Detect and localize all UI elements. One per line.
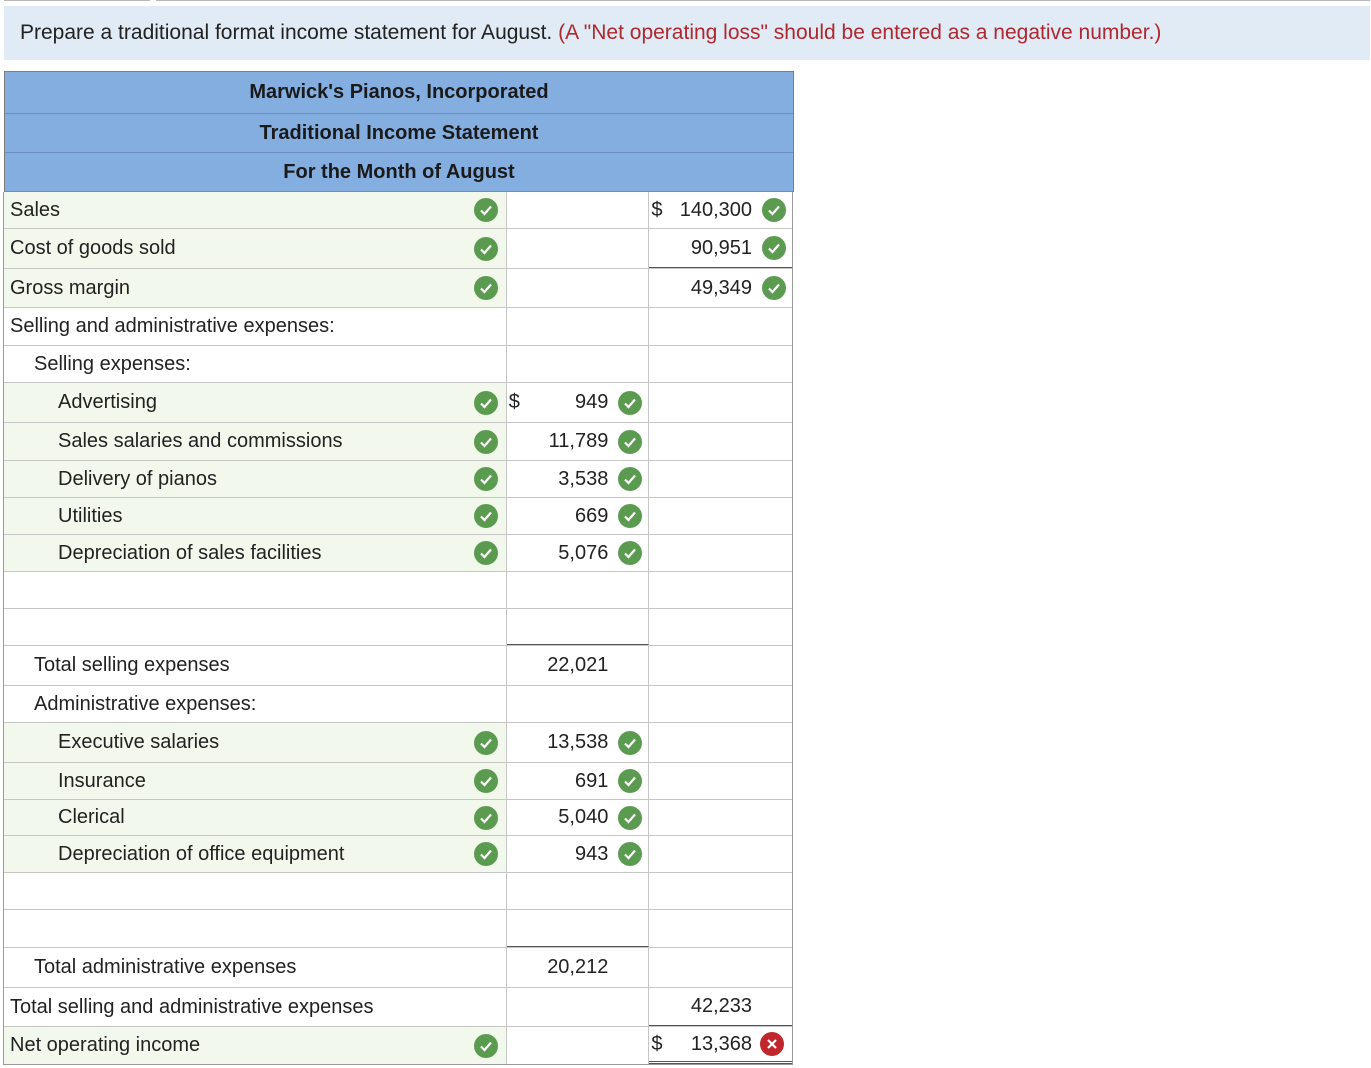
check-circle-icon <box>618 504 642 528</box>
value-advertising: 949 <box>574 391 609 413</box>
row-total-admin <box>4 948 792 988</box>
row-total-selling <box>4 646 792 686</box>
label-input-advertising[interactable]: Advertising <box>58 391 157 413</box>
instruction-banner <box>4 6 1370 60</box>
value-input-clerical[interactable] <box>507 800 650 835</box>
value-input-exec-salaries[interactable] <box>507 723 650 762</box>
label-input-delivery[interactable]: Delivery of pianos <box>58 467 217 490</box>
label-input-noi[interactable]: Net operating income <box>10 1034 201 1056</box>
check-circle-icon <box>618 731 642 755</box>
check-circle-icon <box>474 276 498 300</box>
check-circle-icon <box>762 236 786 260</box>
row-total-sga <box>4 988 792 1027</box>
check-circle-icon <box>618 467 642 491</box>
check-circle-icon <box>762 276 786 300</box>
row-noi <box>4 1027 792 1065</box>
cell-empty[interactable] <box>507 269 650 307</box>
label-input-utilities[interactable]: Utilities <box>58 504 123 527</box>
value-input-empty[interactable] <box>507 910 650 947</box>
row-utilities <box>4 498 792 535</box>
company-name: Marwick's Pianos, Incorporated <box>5 72 793 114</box>
value-cogs: 90,951 <box>690 236 752 259</box>
row-cogs <box>4 229 792 269</box>
check-circle-icon <box>474 806 498 830</box>
row-empty-1 <box>4 572 792 609</box>
label-input-empty[interactable] <box>4 572 507 608</box>
check-circle-icon <box>618 806 642 830</box>
label-input-exec-salaries[interactable]: Executive salaries <box>58 731 220 753</box>
row-sales-salaries <box>4 423 792 461</box>
label-input-dep-sales[interactable]: Depreciation of sales facilities <box>58 541 322 564</box>
value-exec-salaries: 13,538 <box>547 731 609 753</box>
row-dep-office <box>4 836 792 873</box>
label-input-insurance[interactable]: Insurance <box>58 769 146 792</box>
label-input-clerical[interactable]: Clerical <box>58 806 125 828</box>
value-input-dep-sales[interactable] <box>507 535 650 571</box>
label-input-dep-office[interactable]: Depreciation of office equipment <box>58 842 345 865</box>
check-circle-icon <box>474 430 498 454</box>
value-input-sales-salaries[interactable] <box>507 423 650 460</box>
check-circle-icon <box>618 541 642 565</box>
check-circle-icon <box>474 391 498 415</box>
value-input-empty[interactable] <box>507 572 650 608</box>
tab-outline-left <box>4 0 150 4</box>
label-sga-header: Selling and administrative expenses: <box>10 315 335 337</box>
value-input-gross-margin[interactable] <box>649 269 792 307</box>
value-sales: 140,300 <box>679 198 752 221</box>
value-dep-office: 943 <box>574 842 609 865</box>
currency-symbol: $ <box>508 391 520 413</box>
value-total-selling: 22,021 <box>547 654 609 676</box>
currency-symbol: $ <box>651 1032 663 1055</box>
label-input-sales-salaries[interactable]: Sales salaries and commissions <box>58 430 343 452</box>
value-clerical: 5,040 <box>558 806 609 828</box>
value-input-delivery[interactable] <box>507 461 650 497</box>
statement-header <box>4 71 794 192</box>
check-circle-icon <box>618 391 642 415</box>
row-sales <box>4 192 792 229</box>
instruction-note: (A "Net operating loss" should be entered as a negative number.) <box>558 21 1162 44</box>
row-exec-salaries <box>4 723 792 763</box>
row-clerical <box>4 800 792 836</box>
check-circle-icon <box>474 504 498 528</box>
value-input-advertising[interactable] <box>507 383 650 422</box>
check-circle-icon <box>618 842 642 866</box>
value-input-cogs[interactable] <box>649 229 792 268</box>
value-total-admin: 20,212 <box>547 956 609 978</box>
value-insurance: 691 <box>574 769 609 792</box>
check-circle-icon <box>474 198 498 222</box>
row-empty-4 <box>4 910 792 948</box>
check-circle-icon <box>474 769 498 793</box>
label-total-admin: Total administrative expenses <box>34 956 297 978</box>
statement-rows <box>3 192 793 1065</box>
row-dep-sales <box>4 535 792 572</box>
label-input-empty[interactable] <box>4 910 507 947</box>
value-input-empty[interactable] <box>507 873 650 909</box>
value-dep-sales: 5,076 <box>558 541 609 564</box>
check-circle-icon <box>762 198 786 222</box>
x-circle-icon <box>760 1032 784 1056</box>
label-input-empty[interactable] <box>4 873 507 909</box>
row-advertising <box>4 383 792 423</box>
check-circle-icon <box>618 430 642 454</box>
value-input-sales[interactable] <box>649 192 792 228</box>
instruction-text: Prepare a traditional format income statement for August. <box>20 21 553 44</box>
check-circle-icon <box>474 731 498 755</box>
row-gross-margin <box>4 269 792 308</box>
value-total-sga: 42,233 <box>690 995 752 1017</box>
row-empty-2 <box>4 609 792 646</box>
row-sga-header <box>4 308 792 346</box>
value-input-dep-office[interactable] <box>507 836 650 872</box>
statement-period: For the Month of August <box>5 153 793 192</box>
label-selling-header: Selling expenses: <box>34 352 191 375</box>
label-total-selling: Total selling expenses <box>34 654 230 676</box>
check-circle-icon <box>474 842 498 866</box>
label-admin-header: Administrative expenses: <box>34 692 257 715</box>
check-circle-icon <box>618 769 642 793</box>
value-delivery: 3,538 <box>558 467 609 490</box>
label-input-sales[interactable]: Sales <box>10 198 61 221</box>
row-insurance <box>4 763 792 800</box>
value-input-utilities[interactable] <box>507 498 650 534</box>
label-total-sga: Total selling and administrative expenses <box>10 995 374 1018</box>
value-input-noi[interactable] <box>649 1027 792 1064</box>
row-empty-3 <box>4 873 792 910</box>
value-gross-margin: 49,349 <box>690 276 752 299</box>
label-input-gross-margin[interactable]: Gross margin <box>10 276 131 299</box>
value-input-insurance[interactable] <box>507 763 650 799</box>
row-admin-header <box>4 686 792 723</box>
tab-outline-right <box>156 0 1370 4</box>
income-statement-sheet <box>3 71 793 1065</box>
check-circle-icon <box>474 237 498 261</box>
statement-title: Traditional Income Statement <box>5 114 793 153</box>
row-delivery <box>4 461 792 498</box>
value-noi: 13,368 <box>690 1032 752 1055</box>
label-input-cogs[interactable]: Cost of goods sold <box>10 237 176 259</box>
value-sales-salaries: 11,789 <box>548 430 609 452</box>
check-circle-icon <box>474 467 498 491</box>
cell-empty[interactable] <box>507 229 650 268</box>
check-circle-icon <box>474 1034 498 1058</box>
value-input-empty[interactable] <box>507 609 650 645</box>
currency-symbol: $ <box>651 198 663 221</box>
cell-empty[interactable] <box>507 192 650 228</box>
label-input-empty[interactable] <box>4 609 507 645</box>
value-utilities: 669 <box>574 504 609 527</box>
row-selling-header <box>4 346 792 383</box>
check-circle-icon <box>474 541 498 565</box>
